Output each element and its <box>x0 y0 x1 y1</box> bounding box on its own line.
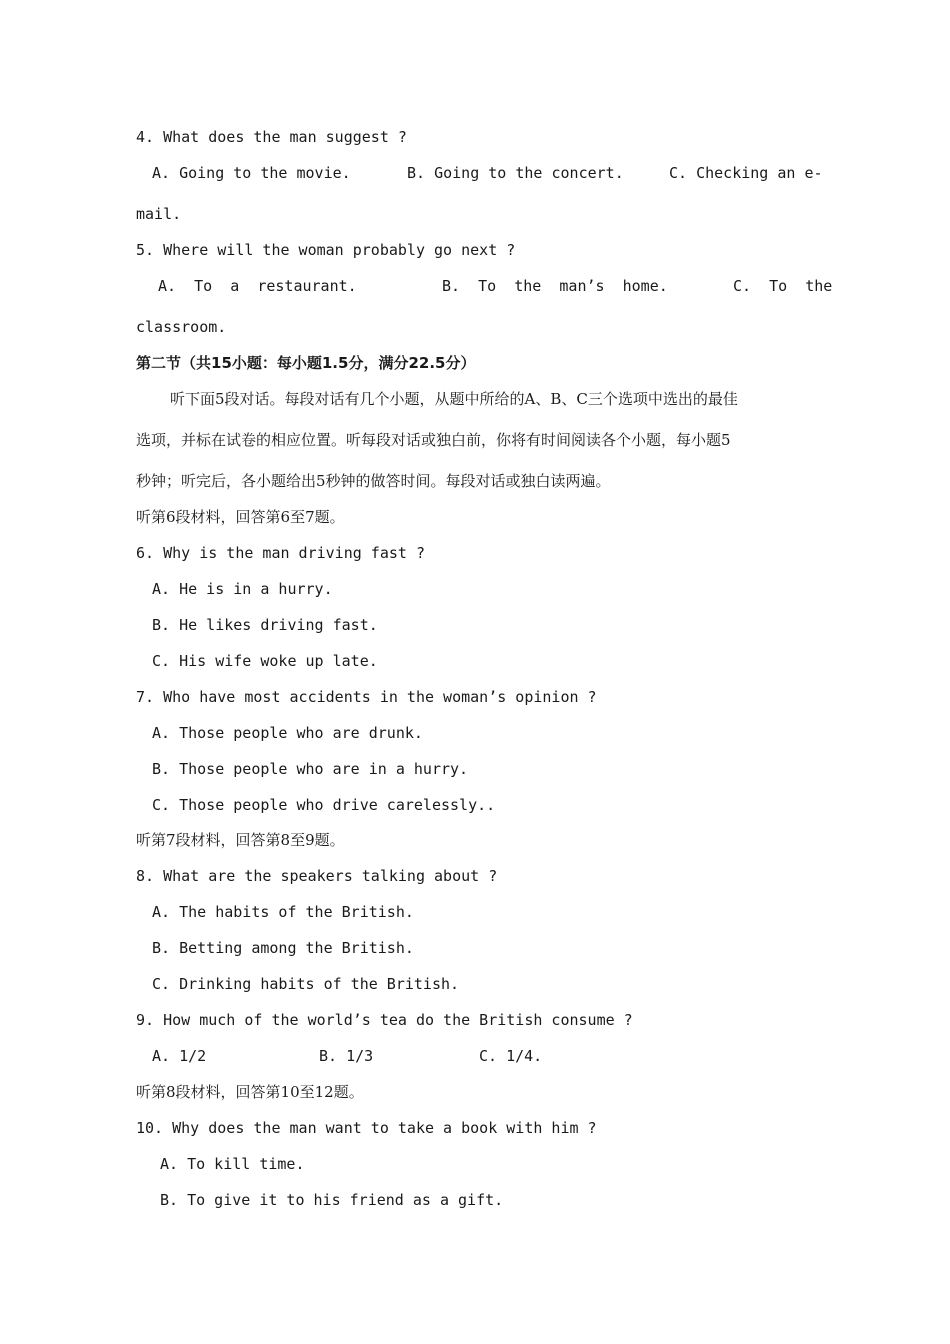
material-6-heading: 听第6段材料，回答第6至7题。 <box>136 508 345 526</box>
question-4-option-b: B. Going to the concert. <box>407 164 624 182</box>
question-5-stem: 5. Where will the woman probably go next ? <box>136 241 516 259</box>
question-7-option-c: C. Those people who drive carelessly.. <box>152 796 496 814</box>
question-9-option-b: B. 1/3 <box>319 1047 374 1065</box>
question-4-option-c-continued: mail. <box>136 205 182 223</box>
question-10-option-a: A. To kill time. <box>160 1155 305 1173</box>
section-2-heading: 第二节（共15小题：每小题1.5分，满分22.5分） <box>136 354 476 372</box>
question-6-option-b: B. He likes driving fast. <box>152 616 378 634</box>
material-7-heading: 听第7段材料，回答第8至9题。 <box>136 831 345 849</box>
question-5-option-c: C. To the <box>733 277 833 295</box>
question-9-option-a: A. 1/2 <box>152 1047 207 1065</box>
question-4-option-a: A. Going to the movie. <box>152 164 351 182</box>
question-5-option-c-continued: classroom. <box>136 318 227 336</box>
section-2-instructions-line-2: 选项，并标在试卷的相应位置。听每段对话或独白前，你将有时间阅读各个小题，每小题5 <box>136 431 731 449</box>
question-4-stem: 4. What does the man suggest ? <box>136 128 407 146</box>
question-9-stem: 9. How much of the world’s tea do the British consume ? <box>136 1011 633 1029</box>
question-7-option-b: B. Those people who are in a hurry. <box>152 760 469 778</box>
question-5-option-a: A. To a restaurant. <box>158 277 357 295</box>
question-5-option-b: B. To the man’s home. <box>442 277 668 295</box>
question-8-option-b: B. Betting among the British. <box>152 939 414 957</box>
question-8-option-c: C. Drinking habits of the British. <box>152 975 460 993</box>
question-7-option-a: A. Those people who are drunk. <box>152 724 423 742</box>
question-10-option-b: B. To give it to his friend as a gift. <box>160 1191 504 1209</box>
question-6-option-c: C. His wife woke up late. <box>152 652 378 670</box>
question-6-option-a: A. He is in a hurry. <box>152 580 333 598</box>
question-6-stem: 6. Why is the man driving fast ? <box>136 544 425 562</box>
question-10-stem: 10. Why does the man want to take a book with him ? <box>136 1119 597 1137</box>
section-2-instructions-line-1: 听下面5段对话。每段对话有几个小题，从题中所给的A、B、C三个选项中选出的最佳 <box>170 390 738 408</box>
question-8-option-a: A. The habits of the British. <box>152 903 414 921</box>
question-7-stem: 7. Who have most accidents in the woman’s opinion ? <box>136 688 597 706</box>
question-9-option-c: C. 1/4. <box>479 1047 543 1065</box>
question-8-stem: 8. What are the speakers talking about ? <box>136 867 498 885</box>
question-4-option-c: C. Checking an e- <box>669 164 823 182</box>
section-2-instructions-line-3: 秒钟；听完后，各小题给出5秒钟的做答时间。每段对话或独白读两遍。 <box>136 472 611 490</box>
material-8-heading: 听第8段材料，回答第10至12题。 <box>136 1083 364 1101</box>
